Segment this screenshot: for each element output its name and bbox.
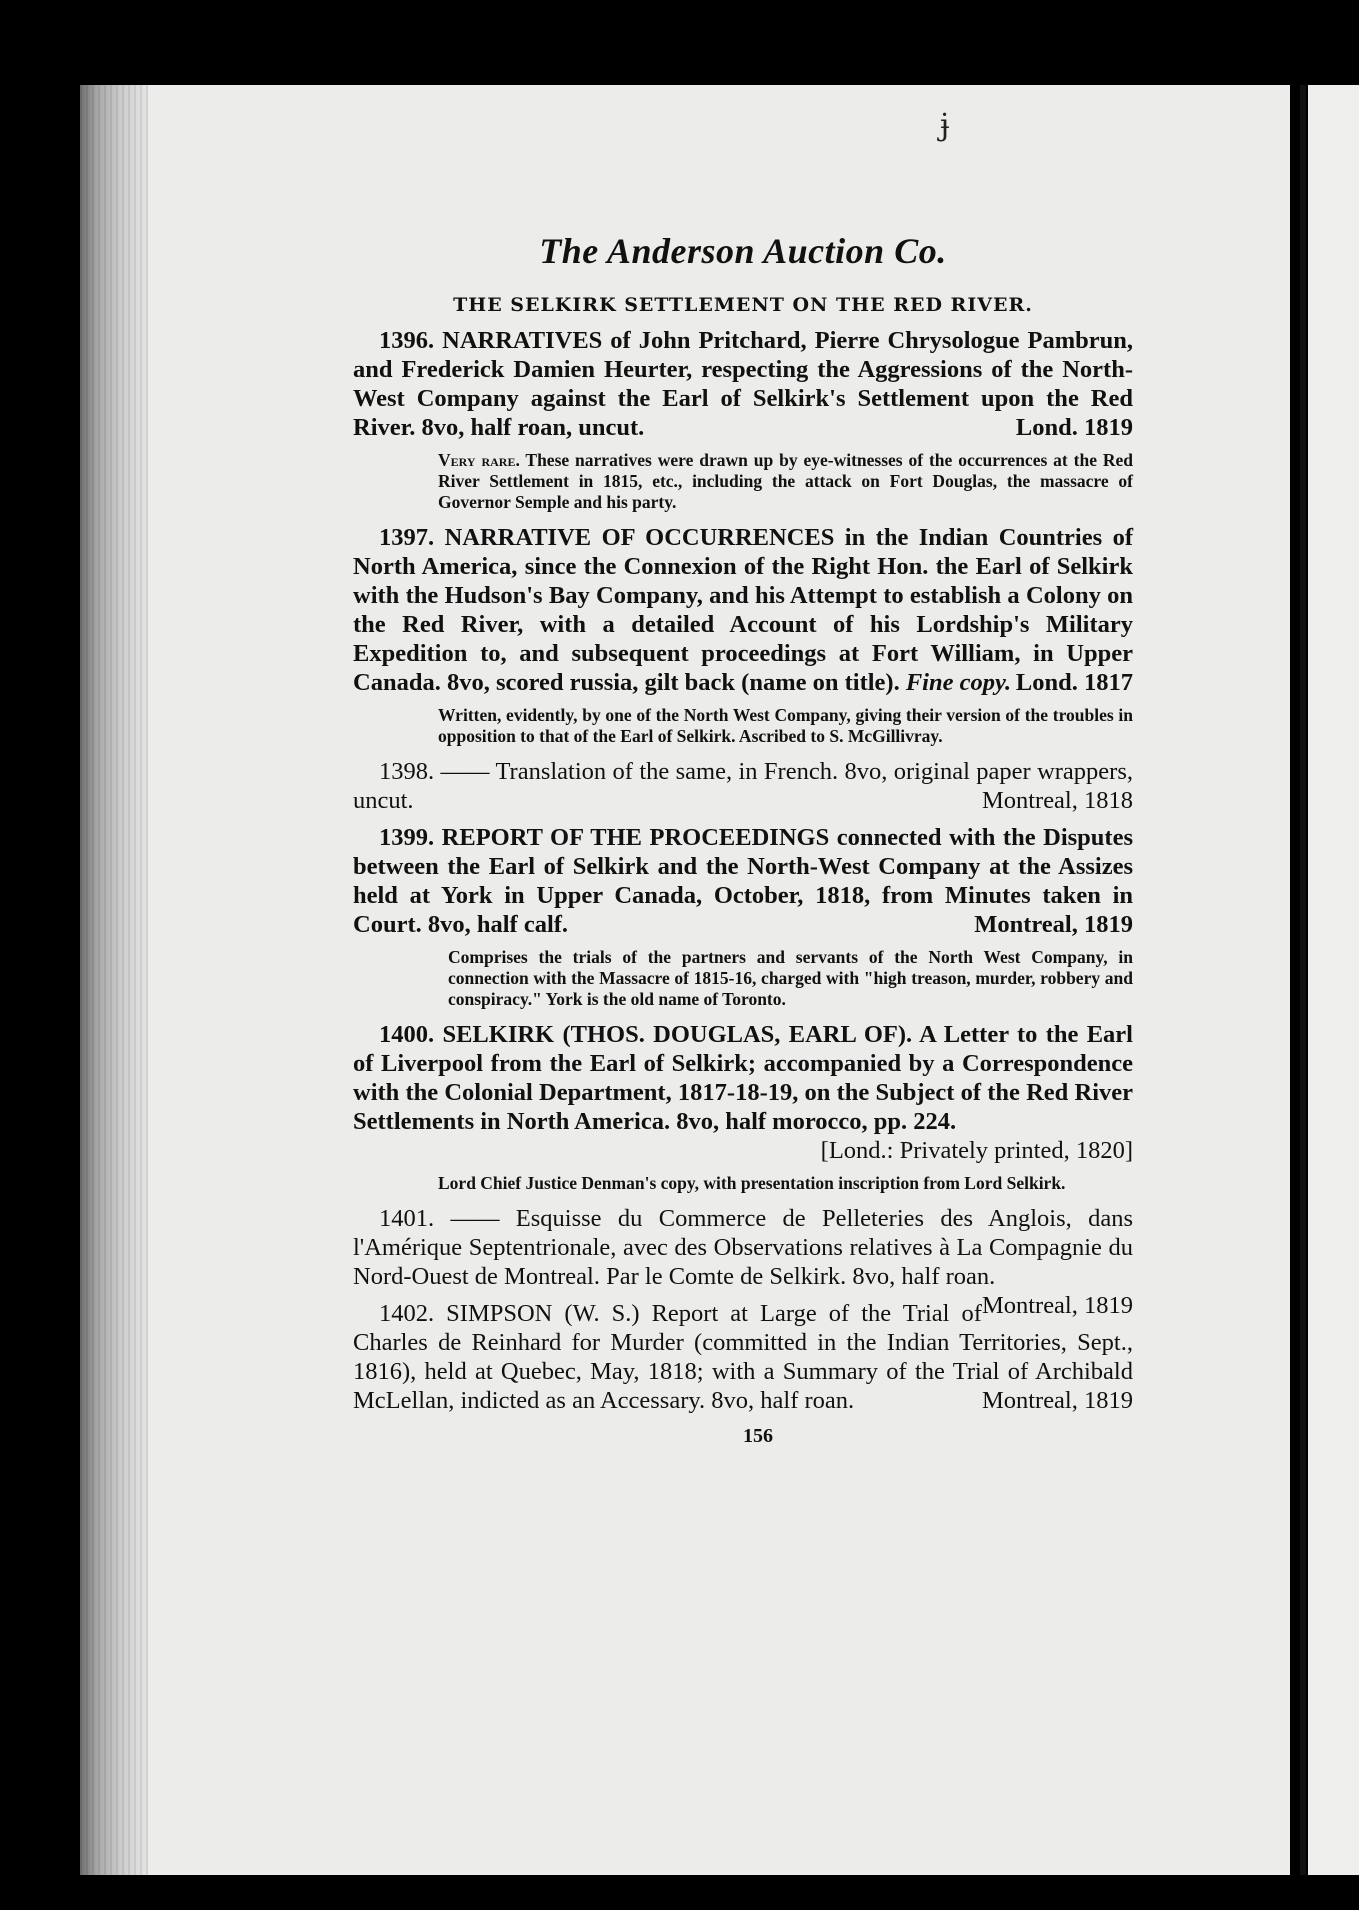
entry-text: 1399. REPORT OF THE PROCEEDINGS connected with the Disputes between the Earl of Selkirk and the North-West Company at the Assizes held at York in Upper Canada, October, 1818, from Minutes taken in Court. 8vo, half calf.: [353, 824, 1133, 938]
page-number: 156: [743, 1425, 773, 1447]
running-head: The Anderson Auction Co.: [539, 231, 947, 271]
gutter: [1300, 85, 1306, 1875]
entry-note: Written, evidently, by one of the North West Company, giving their version of the troubles in opposition to that of the Earl of Selkirk. Ascribed to S. McGillivray.: [438, 705, 1133, 746]
entry-text: 1400. SELKIRK (THOS. DOUGLAS, EARL OF). A Letter to the Earl of Liverpool from the Earl of Selkirk; accompanied by a Correspondence with the Colonial Department, 1817-18-19, on the Subject of the Red River Settlements in North America. 8vo, half morocco, pp. 224.: [353, 1021, 1133, 1135]
facing-page-edge: [1308, 85, 1359, 1875]
entry-imprint: Lond. 1817: [1015, 669, 1133, 696]
catalog-entry-1397: [353, 523, 1133, 747]
catalog-entry-1398: [353, 757, 1133, 823]
page-edges: [80, 85, 150, 1875]
entry-imprint: Montreal, 1819: [981, 1387, 1133, 1414]
page-content: [353, 230, 1133, 1448]
entry-text: 1402. SIMPSON (W. S.) Report at Large of the Trial of Charles de Reinhard for Murder (committed in the Indian Territories, Sept., 1816), held at Quebec, May, 1818; with a Summary of the Trial of Archibald McLellan, indicted as an Accessary. 8vo, half roan.: [353, 1300, 1133, 1414]
entry-text: 1397. NARRATIVE OF OCCURRENCES in the Indian Countries of North America, since the Connexion of the Right Hon. the Earl of Selkirk with the Hudson's Bay Company, and his Attempt to establish a Colony on the Red River, with a detailed Account of his Lordship's Military Expedition to, and subsequent proceedings at Fort William, in Upper Canada. 8vo, scored russia, gilt back (name on title).: [353, 524, 1133, 696]
note-text: These narratives were drawn up by eye-witnesses of the occurrences at the Red River Settlement in 1815, etc., including the attack on Fort Douglas, the massacre of Governor Semple and his party.: [438, 450, 1133, 512]
entry-imprint: [Lond.: Privately printed, 1820]: [820, 1137, 1133, 1164]
note-lead: Very rare.: [438, 450, 520, 470]
catalog-entry-1400: [353, 1020, 1133, 1194]
entry-note: Lord Chief Justice Denman's copy, with presentation inscription from Lord Selkirk.: [438, 1173, 1066, 1193]
entry-text: 1398. —— Translation of the same, in French. 8vo, original paper wrappers, uncut.: [353, 758, 1133, 814]
entry-imprint: Montreal, 1819: [981, 1292, 1133, 1319]
entry-note: Comprises the trials of the partners and servants of the North West Company, in connection with the Massacre of 1815-16, charged with "high treason, murder, robbery and conspiracy." York is the old name of Toronto.: [448, 947, 1133, 1009]
catalog-entry-1396: [353, 326, 1133, 513]
entry-note: [438, 450, 1133, 513]
margin-mark: ɉ: [940, 108, 950, 143]
section-title: THE SELKIRK SETTLEMENT ON THE RED RIVER.: [453, 294, 1033, 316]
entry-text: 1396. NARRATIVES of John Pritchard, Pierre Chrysologue Pambrun, and Frederick Damien Heurter, respecting the Aggressions of the North-West Company against the Earl of Selkirk's Settlement upon the Red River. 8vo, half roan, uncut.: [353, 327, 1133, 441]
entry-imprint: Lond. 1819: [1015, 414, 1133, 441]
entry-imprint: Montreal, 1818: [981, 787, 1133, 814]
entry-text: 1401. —— Esquisse du Commerce de Pelleteries des Anglois, dans l'Amérique Septentrionale, avec des Observations relatives à La Compagnie du Nord-Ouest de Montreal. Par le Comte de Selkirk. 8vo, half roan.: [353, 1205, 1133, 1290]
catalog-entry-1401: [353, 1204, 1133, 1319]
entry-imprint: Montreal, 1819: [974, 911, 1133, 938]
catalog-entry-1399: [353, 823, 1133, 1010]
entry-italic-text: Fine copy.: [905, 669, 1012, 696]
